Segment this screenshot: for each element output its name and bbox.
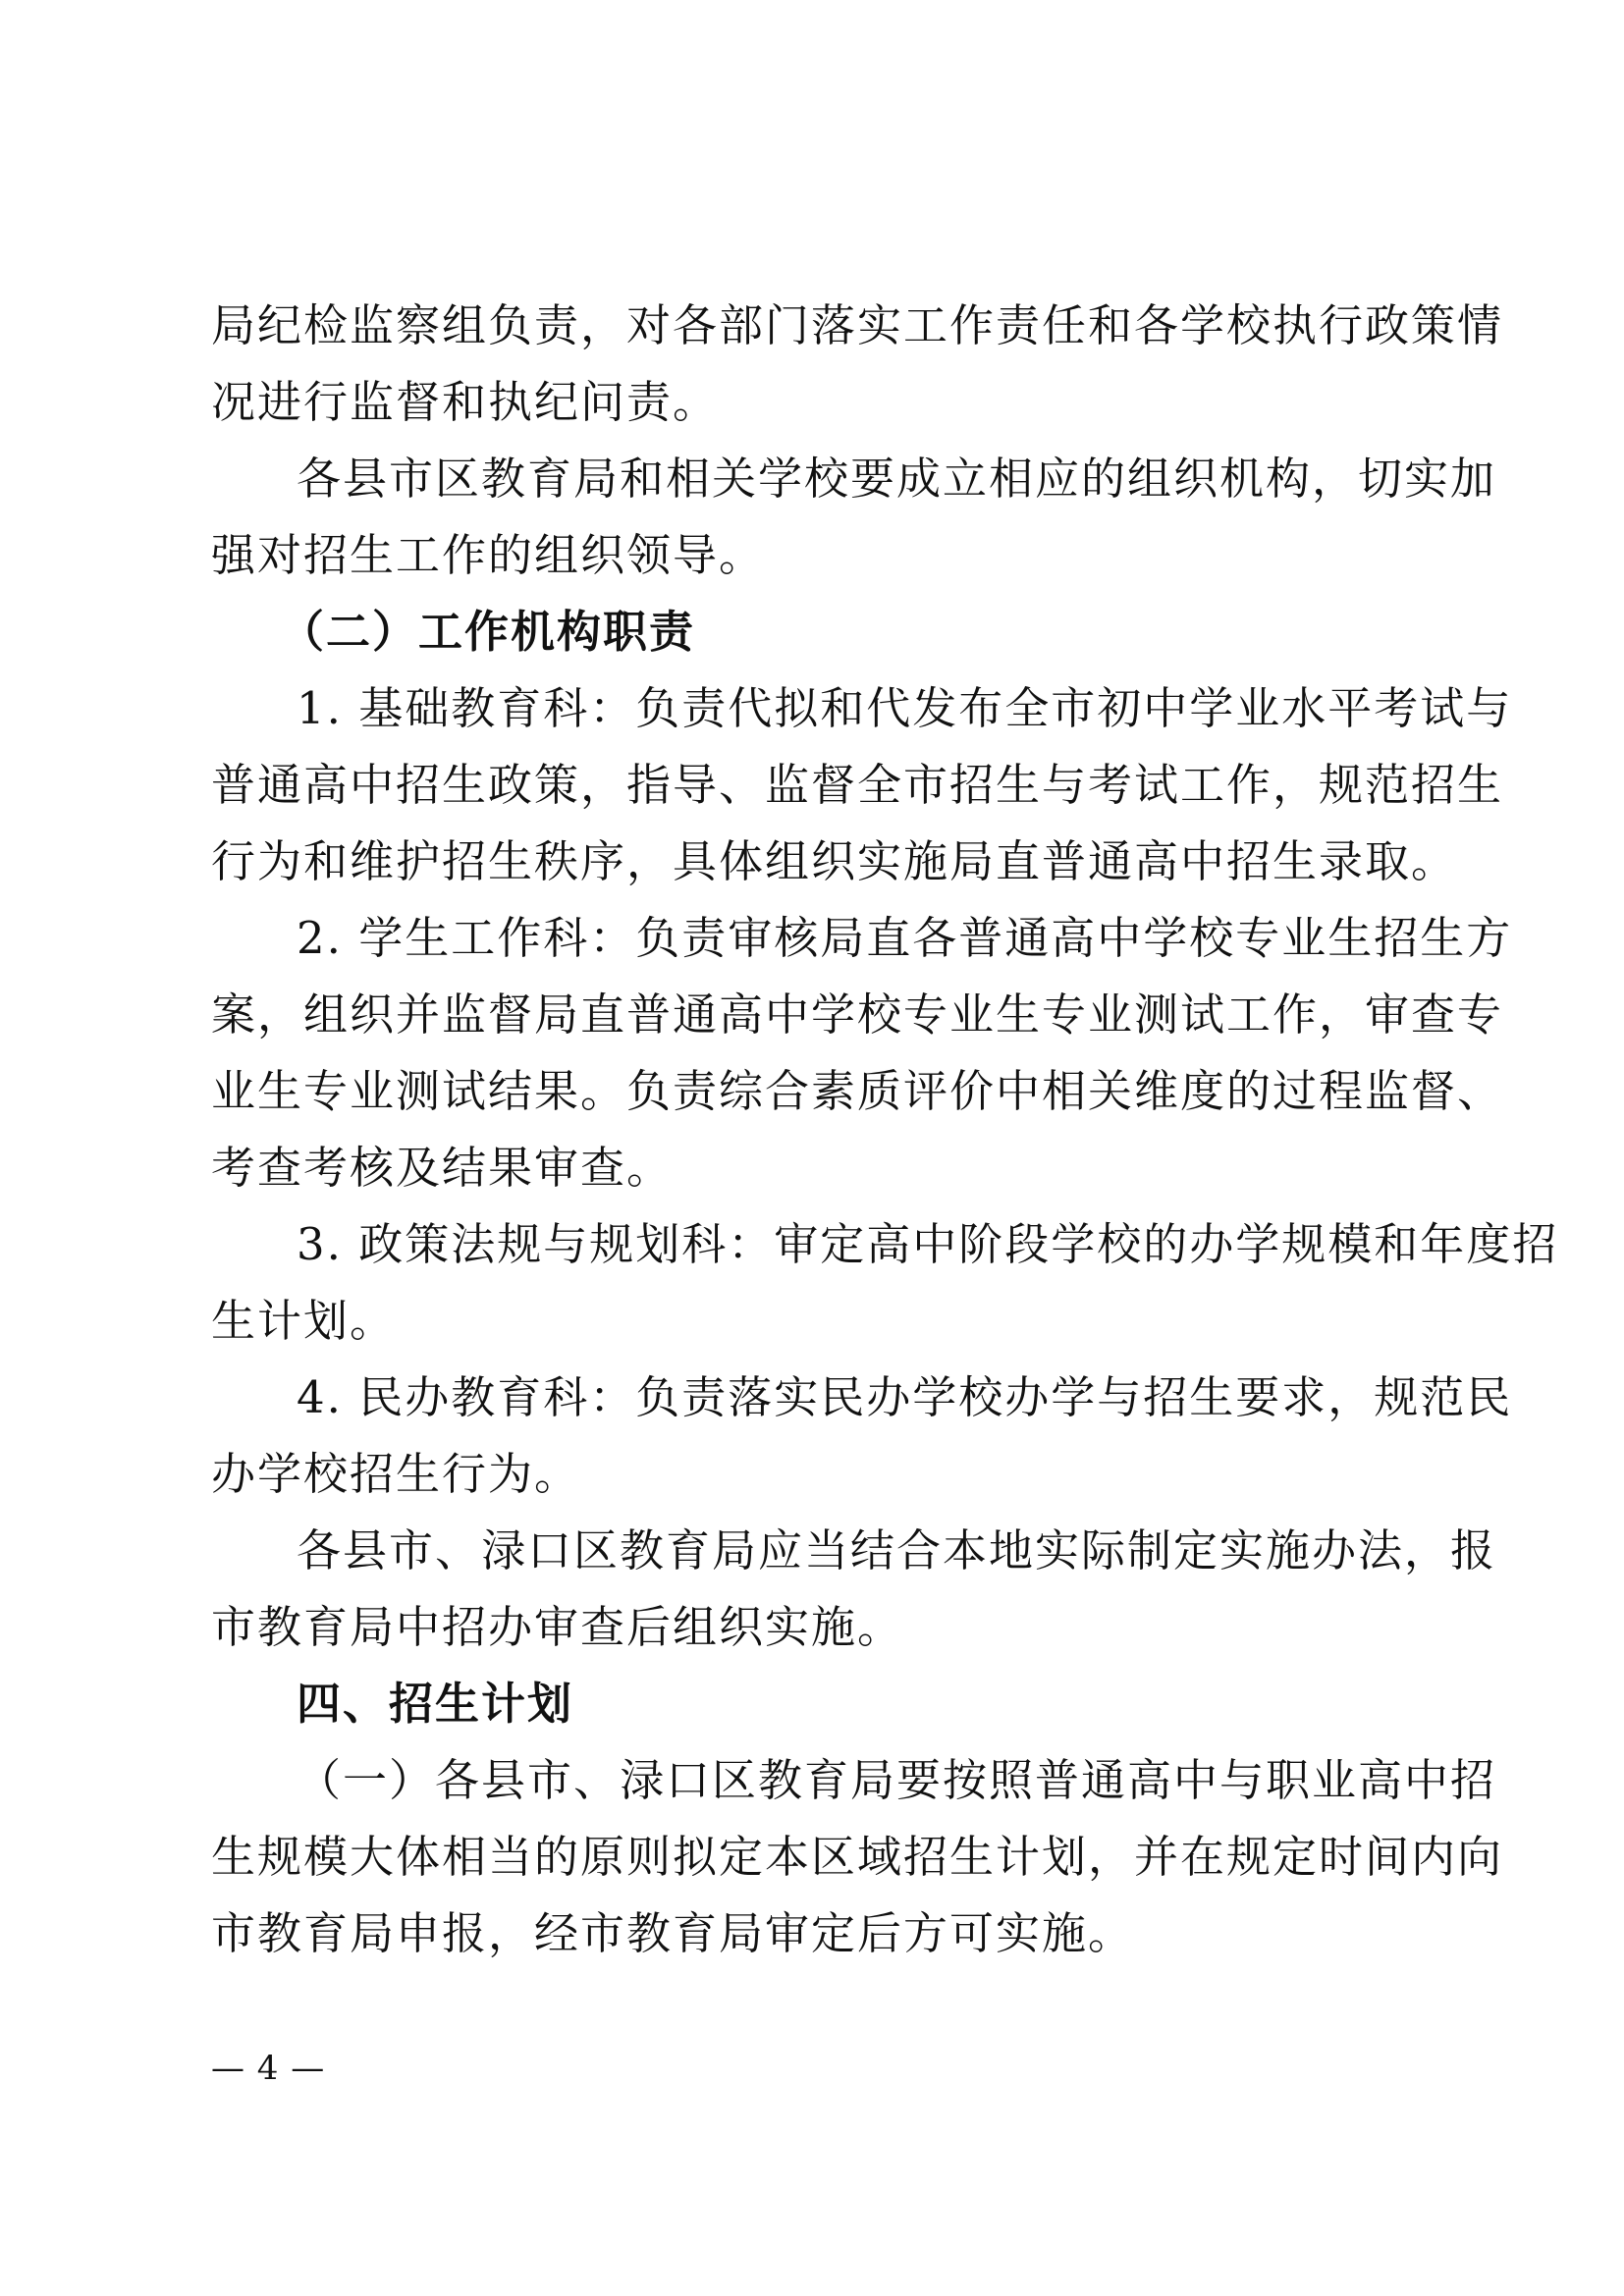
body-text-line: 生规模大体相当的原则拟定本区域招生计划，并在规定时间内向 — [211, 1831, 1504, 1883]
page-number: — 4 — — [211, 2049, 326, 2088]
body-text-line: 2. 学生工作科：负责审核局直各普通高中学校专业生招生方 — [297, 912, 1513, 964]
body-text-line: 况进行监督和执纪问责。 — [211, 376, 720, 428]
body-text-line: 各县市区教育局和相关学校要成立相应的组织机构，切实加 — [297, 453, 1497, 505]
section-heading: 四、招生计划 — [297, 1678, 574, 1730]
section-heading: （二）工作机构职责 — [280, 606, 696, 658]
body-text-line: 行为和维护招生秩序，具体组织实施局直普通高中招生录取。 — [211, 835, 1458, 887]
body-text-line: 4. 民办教育科：负责落实民办学校办学与招生要求，规范民 — [297, 1371, 1513, 1423]
body-text-line: （一）各县市、渌口区教育局要按照普通高中与职业高中招 — [297, 1754, 1497, 1806]
body-text-line: 市教育局申报，经市教育局审定后方可实施。 — [211, 1907, 1135, 1959]
body-text-line: 3. 政策法规与规划科：审定高中阶段学校的办学规模和年度招 — [297, 1218, 1559, 1270]
body-text-line: 案，组织并监督局直普通高中学校专业生专业测试工作，审查专 — [211, 988, 1504, 1041]
body-text-line: 业生专业测试结果。负责综合素质评价中相关维度的过程监督、 — [211, 1065, 1504, 1117]
body-text-line: 各县市、渌口区教育局应当结合本地实际制定实施办法，报 — [297, 1524, 1497, 1576]
body-text-line: 生计划。 — [211, 1295, 397, 1347]
body-text-line: 局纪检监察组负责，对各部门落实工作责任和各学校执行政策情 — [211, 299, 1504, 351]
body-text-line: 市教育局中招办审查后组织实施。 — [211, 1601, 904, 1653]
body-text-line: 强对招生工作的组织领导。 — [211, 529, 766, 581]
body-text-line: 考查考核及结果审查。 — [211, 1142, 674, 1194]
body-text-line: 1. 基础教育科：负责代拟和代发布全市初中学业水平考试与 — [297, 682, 1513, 734]
body-text-line: 办学校招生行为。 — [211, 1448, 581, 1500]
body-text-line: 普通高中招生政策，指导、监督全市招生与考试工作，规范招生 — [211, 759, 1504, 811]
